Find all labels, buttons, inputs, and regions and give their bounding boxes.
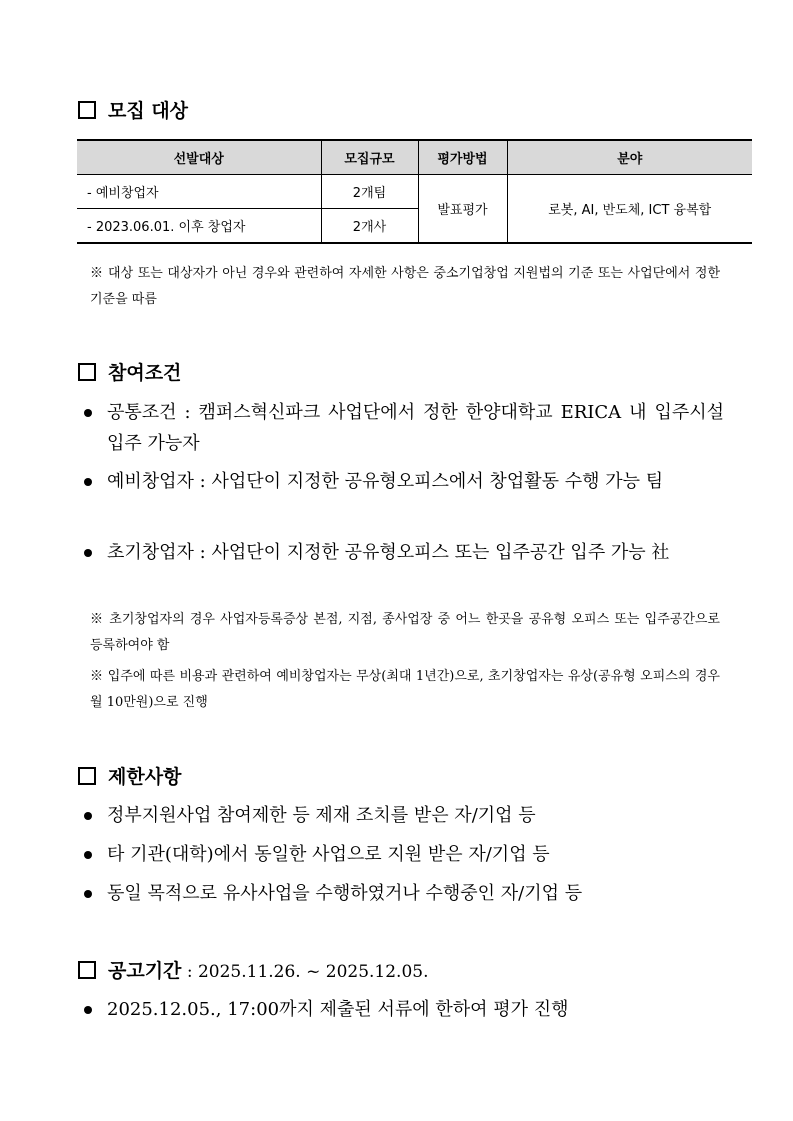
checkbox-square-icon (78, 101, 96, 119)
section-title-text: 제한사항 (108, 766, 182, 788)
bullet-icon (84, 812, 92, 820)
list-item (84, 537, 724, 568)
list-item-text: 정부지원사업 참여제한 등 제재 조치를 받은 자/기업 등 (107, 805, 536, 826)
target-cell: - 2023.06.01. 이후 창업자 (77, 209, 321, 244)
recruit-table (77, 139, 752, 244)
table-header-cell: 선발대상 (77, 140, 321, 175)
bullet-icon (84, 409, 92, 417)
list-item (84, 878, 724, 909)
table-header-cell: 분야 (507, 140, 752, 175)
bullet-icon (84, 890, 92, 898)
list-item-text: 초기창업자 : 사업단이 지정한 공유형오피스 또는 입주공간 입주 가능 社 (107, 542, 670, 563)
checkbox-square-icon (78, 767, 96, 785)
section-title-recruit (78, 99, 188, 123)
list-item-text: 예비창업자 : 사업단이 지정한 공유형오피스에서 창업활동 수행 가능 팀 (107, 471, 664, 492)
bullet-icon (84, 851, 92, 859)
section-title-text: 모집 대상 (108, 100, 189, 122)
recruit-note: ※ 대상 또는 대상자가 아닌 경우와 관련하여 자세한 사항은 중소기업창업 지원법의 기준 또는 사업단에서 정한 기준을 따름 (90, 266, 720, 307)
checkbox-square-icon (78, 961, 96, 979)
bullet-icon (84, 478, 92, 486)
list-item (84, 994, 724, 1025)
list-item (84, 397, 724, 459)
checkbox-square-icon (78, 363, 96, 381)
list-item-text: 타 기관(대학)에서 동일한 사업으로 지원 받은 자/기업 등 (107, 844, 550, 865)
section-title-restrictions (78, 765, 181, 789)
size-cell: 2개사 (321, 209, 418, 244)
list-item (84, 466, 724, 497)
table-header-cell: 평가방법 (418, 140, 507, 175)
table-row (77, 175, 752, 209)
announcement-period: : 2025.11.26. ~ 2025.12.05. (181, 962, 429, 982)
conditions-note: ※ 초기창업자의 경우 사업자등록증상 본점, 지점, 종사업장 중 어느 한곳을 공유형 오피스 또는 입주공간으로 등록하여야 함 (90, 612, 720, 653)
field-cell: 로봇, AI, 반도체, ICT 융복합 (507, 175, 752, 244)
section-title-conditions (78, 361, 181, 385)
section-title-announcement (78, 959, 429, 984)
list-item-text: 동일 목적으로 유사사업을 수행하였거나 수행중인 자/기업 등 (107, 883, 583, 904)
table-header-cell: 모집규모 (321, 140, 418, 175)
table-header-row (77, 140, 752, 175)
list-item (84, 800, 724, 831)
list-item (84, 839, 724, 870)
section-title-text: 공고기간 (108, 960, 182, 982)
list-item-text: 2025.12.05., 17:00까지 제출된 서류에 한하여 평가 진행 (107, 999, 569, 1020)
method-cell: 발표평가 (418, 175, 507, 244)
conditions-note: ※ 입주에 따른 비용과 관련하여 예비창업자는 무상(최대 1년간)으로, 초기창업자는 유상(공유형 오피스의 경우 월 10만원)으로 진행 (90, 669, 720, 710)
bullet-icon (84, 549, 92, 557)
size-cell: 2개팀 (321, 175, 418, 209)
section-title-text: 참여조건 (108, 362, 182, 384)
target-cell: - 예비창업자 (77, 175, 321, 209)
list-item-text: 공통조건 : 캠퍼스혁신파크 사업단에서 정한 한양대학교 ERICA 내 입주시설 입주 가능자 (107, 402, 724, 454)
bullet-icon (84, 1006, 92, 1014)
